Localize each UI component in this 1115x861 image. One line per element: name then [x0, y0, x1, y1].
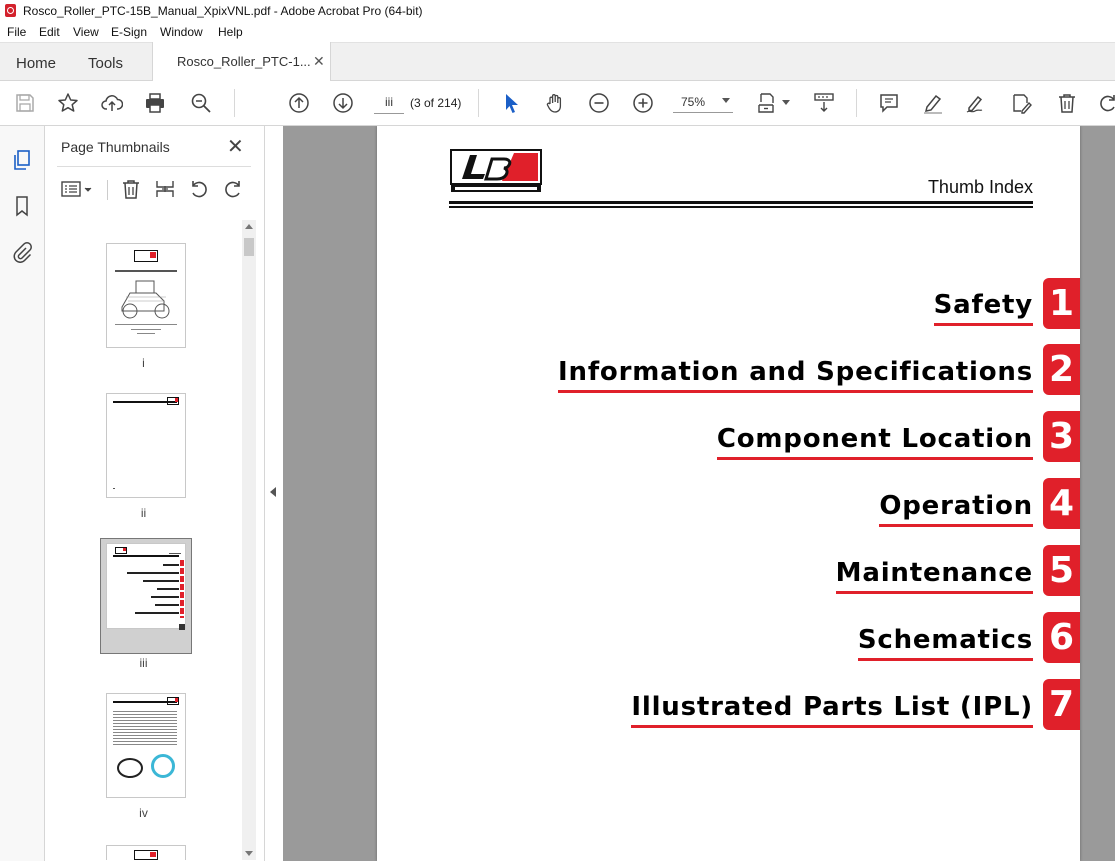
- thumbnail-label: iii: [139, 656, 148, 670]
- zoom-in-icon[interactable]: [631, 91, 655, 115]
- section-tab-number[interactable]: 3: [1043, 411, 1080, 462]
- page-thumbnails-icon[interactable]: [10, 148, 34, 172]
- draw-sign-icon[interactable]: [964, 91, 988, 115]
- section-link-operation[interactable]: [879, 489, 1033, 529]
- thumbnail-label: ii: [140, 506, 147, 520]
- rotate-right-icon[interactable]: [221, 177, 245, 201]
- upload-cloud-icon[interactable]: [100, 91, 124, 115]
- section-tab-number[interactable]: 2: [1043, 344, 1080, 395]
- section-tab-number[interactable]: 7: [1043, 679, 1080, 730]
- zoom-dropdown-icon[interactable]: [722, 98, 730, 103]
- rotate-left-icon[interactable]: [187, 177, 211, 201]
- next-page-icon[interactable]: [331, 91, 355, 115]
- section-link-information[interactable]: [558, 355, 1033, 395]
- section-title: Maintenance: [836, 556, 1033, 594]
- thumbnail-page-4[interactable]: [107, 694, 185, 797]
- menu-file[interactable]: File: [7, 25, 27, 39]
- select-cursor-icon[interactable]: [499, 91, 523, 115]
- thumbnail-scrollbar[interactable]: [242, 220, 256, 860]
- section-title: Illustrated Parts List (IPL): [631, 690, 1033, 728]
- panel-title: Page Thumbnails: [61, 139, 170, 155]
- tab-bar: [0, 42, 1115, 81]
- section-title: Information and Specifications: [558, 355, 1033, 393]
- thumbnail-label: iv: [139, 806, 148, 820]
- zoom-search-icon[interactable]: [189, 91, 213, 115]
- menu-help[interactable]: Help: [218, 25, 243, 39]
- section-title: Component Location: [717, 422, 1033, 460]
- thumbnail-page-1[interactable]: [107, 244, 185, 347]
- section-link-maintenance[interactable]: [836, 556, 1033, 596]
- rotate-icon[interactable]: [1096, 91, 1115, 115]
- main-toolbar: [0, 81, 1115, 126]
- tab-document[interactable]: [152, 42, 331, 82]
- section-link-component[interactable]: [717, 422, 1033, 462]
- pdf-page: [377, 126, 1080, 861]
- section-link-ipl[interactable]: [631, 690, 1033, 730]
- tab-home[interactable]: Home: [16, 55, 57, 72]
- lb-performance-logo: [450, 149, 540, 191]
- tab-tools[interactable]: Tools: [88, 55, 124, 72]
- bookmark-star-icon[interactable]: [56, 91, 80, 115]
- highlight-pen-icon[interactable]: [921, 91, 945, 115]
- title-bar: [0, 0, 1115, 22]
- section-title: Safety: [934, 288, 1033, 326]
- thumbnail-page-5[interactable]: [107, 846, 185, 860]
- section-link-safety[interactable]: [934, 288, 1033, 328]
- page-display-dropdown-icon[interactable]: [782, 100, 790, 105]
- page-display-icon[interactable]: [756, 91, 780, 115]
- document-viewer[interactable]: [283, 126, 1115, 861]
- section-link-schematics[interactable]: [858, 623, 1033, 663]
- header-rule: [449, 206, 1033, 208]
- menu-edit[interactable]: Edit: [39, 25, 60, 39]
- thumbnails-panel: [45, 126, 265, 861]
- section-title: Schematics: [858, 623, 1033, 661]
- zoom-out-icon[interactable]: [587, 91, 611, 115]
- thumbnail-list: [45, 220, 242, 860]
- thumbnail-page-2[interactable]: [107, 394, 185, 497]
- document-tab-label: Rosco_Roller_PTC-1...: [177, 54, 311, 69]
- print-icon[interactable]: [143, 91, 167, 115]
- collapse-panel-icon[interactable]: [270, 487, 276, 497]
- split-page-icon[interactable]: [153, 177, 177, 201]
- comment-icon[interactable]: [877, 91, 901, 115]
- menu-view[interactable]: View: [73, 25, 99, 39]
- section-tab-number[interactable]: 5: [1043, 545, 1080, 596]
- navigation-rail: [0, 126, 45, 861]
- thumbnail-label: i: [142, 356, 145, 370]
- section-tab-number[interactable]: 4: [1043, 478, 1080, 529]
- menu-bar: [0, 22, 1115, 42]
- delete-icon[interactable]: [1055, 91, 1079, 115]
- page-count-label: (3 of 214): [410, 96, 462, 110]
- bookmarks-icon[interactable]: [10, 194, 34, 218]
- previous-page-icon[interactable]: [287, 91, 311, 115]
- options-menu-icon[interactable]: [59, 177, 95, 201]
- thumbnail-page-3[interactable]: [107, 544, 185, 628]
- menu-esign[interactable]: E-Sign: [111, 25, 148, 39]
- section-tab-number[interactable]: 6: [1043, 612, 1080, 663]
- scroll-mode-icon[interactable]: [812, 91, 836, 115]
- save-icon[interactable]: [13, 91, 37, 115]
- hand-tool-icon[interactable]: [543, 91, 567, 115]
- attachments-icon[interactable]: [10, 240, 34, 264]
- header-rule: [449, 201, 1033, 204]
- fill-sign-icon[interactable]: [1009, 91, 1033, 115]
- page-number-input[interactable]: [374, 91, 404, 114]
- delete-page-icon[interactable]: [119, 177, 143, 201]
- section-tab-number[interactable]: 1: [1043, 278, 1080, 329]
- window-title: Rosco_Roller_PTC-15B_Manual_XpixVNL.pdf - Adobe Acrobat Pro (64-bit): [23, 4, 423, 18]
- section-title: Operation: [879, 489, 1033, 527]
- menu-window[interactable]: Window: [160, 25, 203, 39]
- acrobat-app-icon: [5, 4, 16, 17]
- close-tab-icon[interactable]: ✕: [313, 53, 325, 69]
- close-panel-icon[interactable]: ✕: [227, 136, 244, 158]
- page-title: Thumb Index: [927, 177, 1033, 197]
